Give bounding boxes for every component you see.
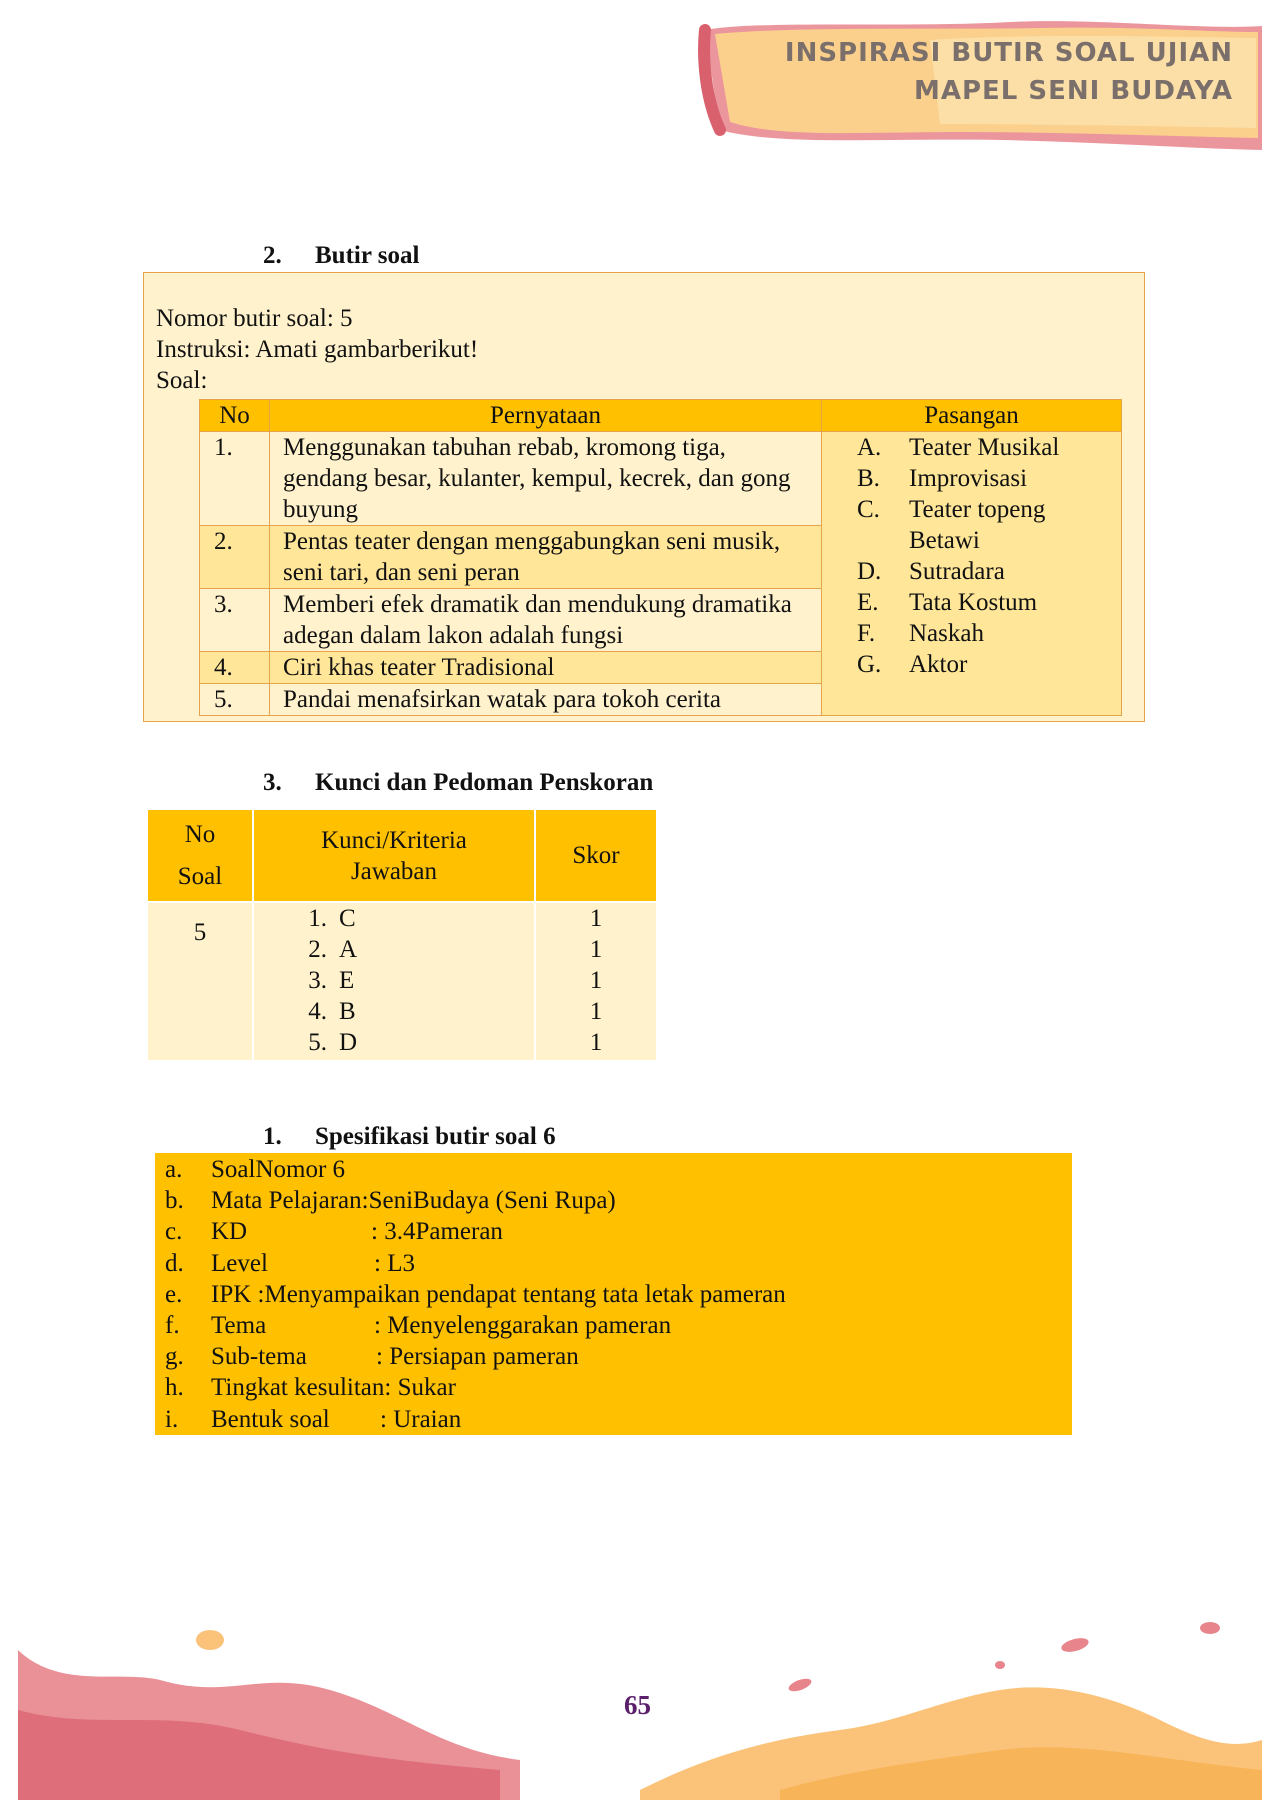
spesifikasi-box bbox=[155, 1153, 1072, 1435]
header-pernyataan: Pernyataan bbox=[270, 400, 822, 432]
row-no: 4. bbox=[200, 652, 270, 684]
section-spec-title: Spesifikasi butir soal 6 bbox=[315, 1123, 556, 1150]
section-kunci-number: 3. bbox=[263, 769, 282, 796]
spec-item: a. SoalNomor 6 bbox=[165, 1156, 346, 1183]
pasangan-item: C. Teater topeng Betawi bbox=[857, 496, 1046, 554]
spec-item: f. Tema : Menyelenggarakan pameran bbox=[165, 1312, 672, 1340]
row-no: 1. bbox=[200, 432, 270, 526]
row-no: 3. bbox=[200, 589, 270, 652]
row-statement: Ciri khas teater Tradisional bbox=[270, 652, 822, 684]
score-item: 1 bbox=[589, 905, 603, 932]
header-title-line1: INSPIRASI BUTIR SOAL UJIAN bbox=[784, 38, 1233, 68]
row-no: 2. bbox=[200, 526, 270, 589]
kunci-scores bbox=[535, 902, 656, 1060]
section-spec-number: 1. bbox=[263, 1123, 282, 1150]
kunci-answers bbox=[253, 902, 535, 1060]
spec-item: g. Sub-tema : Persiapan pameran bbox=[165, 1343, 579, 1371]
row-no: 5. bbox=[200, 684, 270, 716]
header-kunci-jawaban: Kunci/Kriteria Jawaban bbox=[253, 810, 535, 902]
spec-item: d. Level : L3 bbox=[165, 1249, 415, 1277]
butir-soal-box bbox=[143, 272, 1145, 722]
kunci-header-row bbox=[148, 810, 656, 902]
pasangan-item: F. Naskah bbox=[857, 620, 984, 647]
section-butir-number: 2. bbox=[263, 242, 282, 269]
section-kunci-title: Kunci dan Pedoman Penskoran bbox=[315, 769, 654, 796]
header-pasangan: Pasangan bbox=[822, 400, 1122, 432]
answer-item: 2. A bbox=[308, 936, 358, 963]
soal-table-header-row bbox=[200, 400, 1122, 432]
page-number: 65 bbox=[624, 1690, 651, 1720]
kunci-body-row bbox=[148, 902, 656, 1060]
spec-item: i. Bentuk soal : Uraian bbox=[165, 1405, 462, 1433]
spec-item: h. Tingkat kesulitan: Sukar bbox=[165, 1374, 456, 1402]
section-spec-heading bbox=[263, 1123, 556, 1151]
pasangan-item: D. Sutradara bbox=[857, 558, 1005, 585]
soal-label: Soal: bbox=[156, 367, 208, 394]
section-butir-heading bbox=[263, 242, 419, 270]
header-title-line2: MAPEL SENI BUDAYA bbox=[913, 76, 1233, 106]
header-no-soal: No Soal bbox=[148, 810, 253, 902]
answer-item: 4. B bbox=[308, 998, 356, 1025]
row-statement: Memberi efek dramatik dan mendukung dramatika adegan dalam lakon adalah fungsi bbox=[270, 589, 822, 652]
score-item: 1 bbox=[589, 1029, 603, 1056]
pasangan-item: G. Aktor bbox=[857, 651, 968, 678]
pasangan-item: A. Teater Musikal bbox=[857, 434, 1060, 461]
score-item: 1 bbox=[589, 967, 603, 994]
section-kunci-heading bbox=[263, 769, 653, 797]
row-statement: Menggunakan tabuhan rebab, kromong tiga, gendang besar, kulanter, kempul, kecrek, dan gong buyung bbox=[270, 432, 822, 526]
answer-item: 5. D bbox=[308, 1029, 358, 1056]
header-no: No bbox=[200, 400, 270, 432]
soal-matching-table bbox=[199, 399, 1122, 716]
section-butir-title: Butir soal bbox=[315, 242, 420, 269]
instruksi-text: Instruksi: Amati gambarberikut! bbox=[156, 336, 479, 363]
spec-item: e. IPK :Menyampaikan pendapat tentang tata letak pameran bbox=[165, 1280, 786, 1308]
answer-item: 1. C bbox=[308, 905, 356, 932]
spec-item: c. KD : 3.4Pameran bbox=[165, 1218, 503, 1246]
spec-item: b. Mata Pelajaran:SeniBudaya (Seni Rupa) bbox=[165, 1187, 616, 1215]
score-item: 1 bbox=[589, 998, 603, 1025]
row-statement: Pandai menafsirkan watak para tokoh cerita bbox=[270, 684, 822, 716]
header-skor: Skor bbox=[535, 810, 656, 902]
pasangan-item: E. Tata Kostum bbox=[857, 589, 1038, 616]
pasangan-list bbox=[822, 432, 1122, 716]
nomor-butir-soal: Nomor butir soal: 5 bbox=[156, 305, 353, 332]
pasangan-item: B. Improvisasi bbox=[857, 465, 1028, 492]
kunci-penskoran-table bbox=[148, 810, 656, 1060]
row-statement: Pentas teater dengan menggabungkan seni musik, seni tari, dan seni peran bbox=[270, 526, 822, 589]
score-item: 1 bbox=[589, 936, 603, 963]
kunci-no-soal: 5 bbox=[148, 902, 253, 1060]
table-row bbox=[200, 432, 1122, 526]
answer-item: 3. E bbox=[308, 967, 355, 994]
